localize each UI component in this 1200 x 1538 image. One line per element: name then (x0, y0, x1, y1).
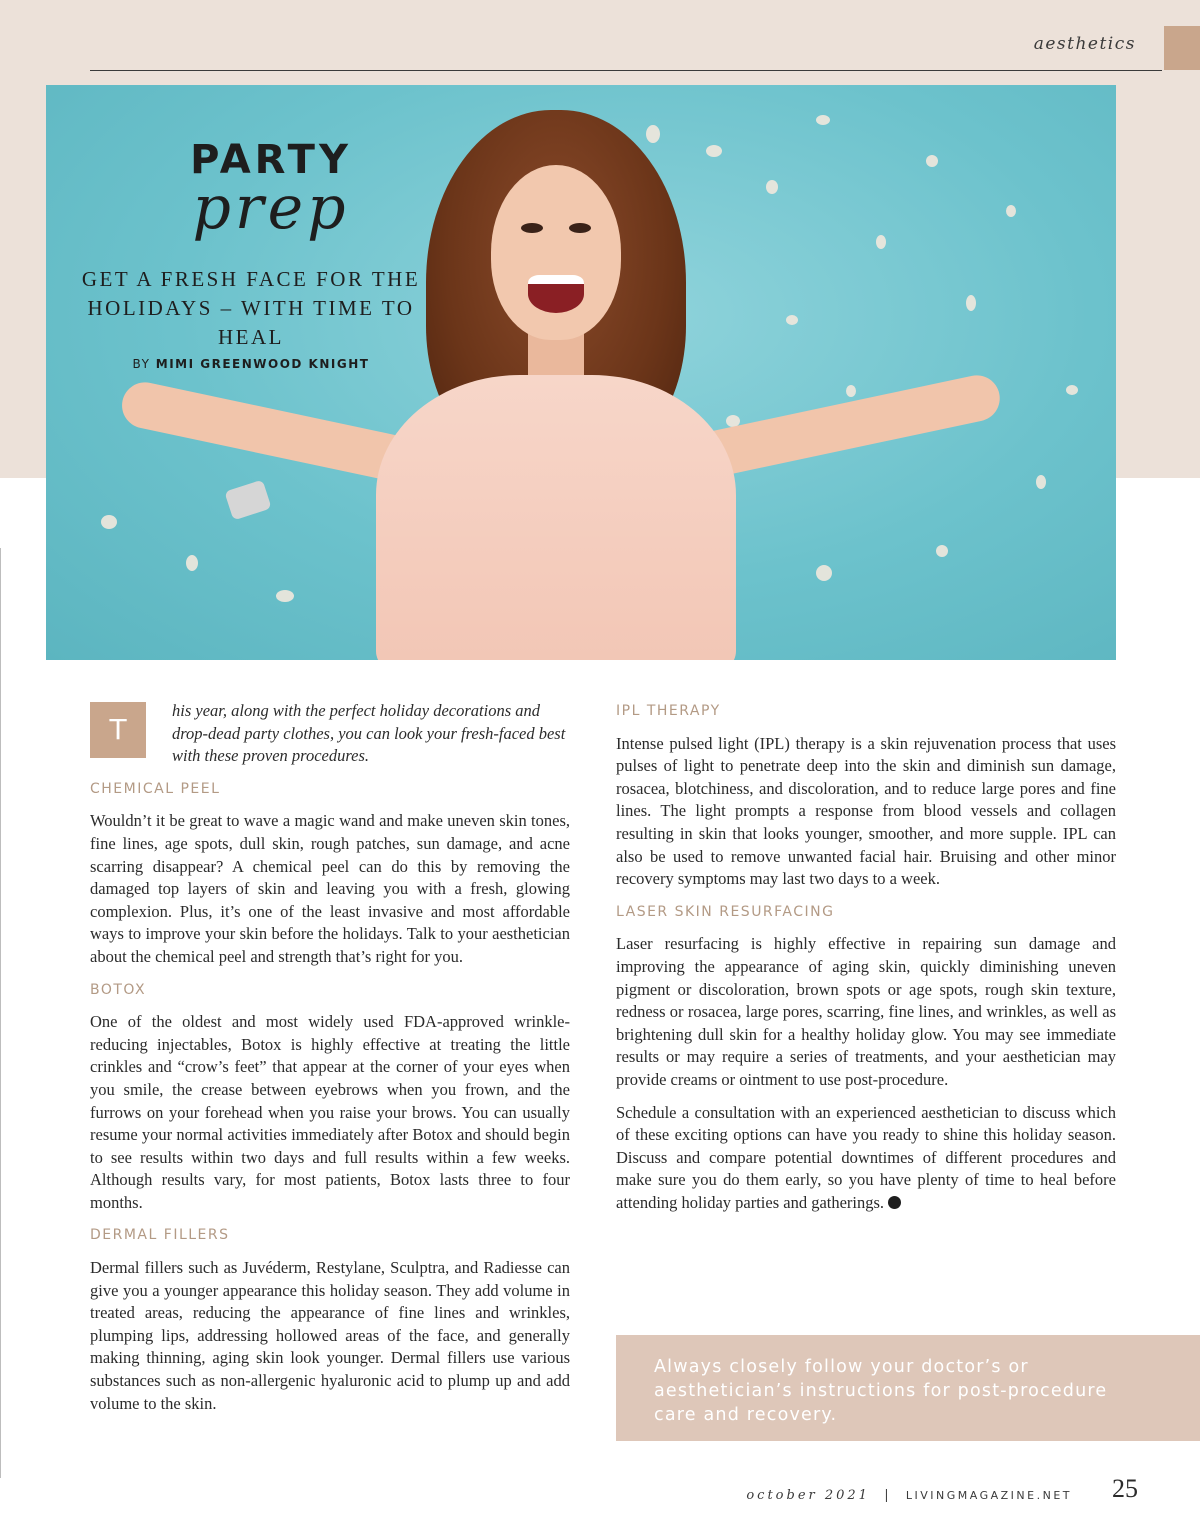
footer-date: october 2021 (746, 1488, 870, 1503)
byline (66, 357, 436, 371)
paragraph: Intense pulsed light (IPL) therapy is a skin rejuvenation process that uses pulses of light to penetrate deep into the skin and diminish sun damage, rosacea, blotchiness, and discoloration, and to reduce large pores and fine lines. The light prompts a response from blood vessels and collagen resulting in skin that looks younger, smoother, and more supple. IPL can also be used to remove unwanted facial hair. Bruising and other minor recovery symptoms may last two days to a week. (616, 733, 1116, 889)
footer (746, 1488, 1072, 1503)
byline-author: MIMI GREENWOOD KNIGHT (155, 357, 370, 371)
left-margin-rule (0, 548, 1, 1478)
confetti (936, 545, 948, 557)
paragraph: One of the oldest and most widely used FDA-approved wrinkle-reducing injectables, Botox is highly effective at treating the little crinkles and “crow’s feet” that appear at the corner of your eyes when you smile, the crease between eyebrows when you frown, and the furrows on your forehead when you raise your brows. You can usually resume your normal activities immediately after Botox and should begin to see results within two days and full results within a few weeks. Although results vary, for most patients, Botox lasts three to four months. (90, 1012, 570, 1212)
confetti (1066, 385, 1078, 395)
footer-separator: | (884, 1488, 892, 1503)
right-eye (569, 223, 591, 233)
footer-site: LIVINGMAGAZINE.NET (905, 1489, 1072, 1502)
confetti (966, 295, 976, 311)
paragraph: Laser resurfacing is highly effective in repairing sun damage and improving the appearance of aging skin, quickly diminishing uneven pigment or discoloration, brown spots or age spots, rough skin texture, redness or rosacea, large pores, scarring, fine lines, and wrinkles, as well as brightening dull skin for a healthy holiday glow. You may see immediate results or may require a series of treatments, and your aesthetician may provide creams or ointment to use post-procedure. (616, 934, 1116, 1089)
byline-prefix: BY (132, 357, 151, 371)
end-mark-icon (888, 1196, 901, 1209)
intro-text: his year, along with the perfect holiday decorations and drop-dead party clothes, you can look your fresh-faced best with these proven procedures. (172, 701, 566, 766)
drop-cap: T (90, 702, 146, 758)
confetti (1006, 205, 1016, 217)
paragraph: Dermal fillers such as Juvéderm, Restylane, Sculptra, and Radiesse can give you a younger appearance this holiday season. They add volume in treated areas, reducing the appearance of fine lines and wrinkles, plumping lips, addressing hollowed areas of the face, and generally making thinning, aging skin look younger. Dermal fillers use various substances such as non-allergenic hyaluronic acid to plump up and add volume to the skin. (90, 1258, 570, 1413)
callout-box (616, 1335, 1200, 1441)
confetti (646, 125, 660, 143)
title-line1: PARTY (190, 137, 352, 183)
section-label: aesthetics (1033, 34, 1136, 54)
subtitle: GET A FRESH FACE FOR THE HOLIDAYS – WITH TIME TO HEAL (81, 267, 421, 349)
confetti (101, 515, 117, 529)
closing-paragraph (616, 1102, 1116, 1215)
paragraph: Wouldn’t it be great to wave a magic wand and make uneven skin tones, fine lines, age spots, dull skin, rough patches, sun damage, and acne scarring disappear? A chemical peel can do this by removing the damaged top layers of skin and leaving you with a fresh, glowing complexion. Plus, it’s one of the least invasive and most affordable ways to improve your skin before the holidays. Talk to your aesthetician about the chemical peel and strength that’s right for you. (90, 811, 570, 966)
intro (90, 700, 570, 768)
mouth (528, 275, 584, 313)
page-number: 25 (1112, 1474, 1138, 1503)
confetti (816, 115, 830, 125)
right-column (616, 700, 1116, 1224)
confetti (276, 590, 294, 602)
heading-chemical-peel: CHEMICAL PEEL (90, 780, 221, 797)
heading-laser-skin-resurfacing: LASER SKIN RESURFACING (616, 903, 835, 920)
face (491, 165, 621, 340)
heading-botox: BOTOX (90, 981, 147, 998)
left-eye (521, 223, 543, 233)
confetti (816, 565, 832, 581)
confetti (876, 235, 886, 249)
confetti (786, 315, 798, 325)
heading-ipl-therapy: IPL THERAPY (616, 703, 721, 719)
left-column (90, 700, 570, 1425)
confetti (846, 385, 856, 397)
header-rule (90, 70, 1162, 71)
confetti (186, 555, 198, 571)
callout-text: Always closely follow your doctor’s or aesthetician’s instructions for post-procedure care and recovery. (654, 1357, 1108, 1425)
title-line2: prep (192, 173, 350, 243)
heading-dermal-fillers: DERMAL FILLERS (90, 1227, 230, 1244)
confetti (1036, 475, 1046, 489)
confetti (706, 145, 722, 157)
hero-image (46, 85, 1116, 660)
left-arm (118, 378, 421, 485)
section-tab (1164, 26, 1200, 70)
closing-text: Schedule a consultation with an experienced aesthetician to discuss which of these exciting options can have you ready to shine this holiday season. Discuss and compare potential downtimes of different procedures and make sure you do them early, so you have plenty of time to heal before attending holiday parties and gatherings. (616, 1102, 1116, 1212)
blouse (376, 375, 736, 660)
confetti (766, 180, 778, 194)
confetti (926, 155, 938, 167)
wristwatch (224, 480, 271, 521)
